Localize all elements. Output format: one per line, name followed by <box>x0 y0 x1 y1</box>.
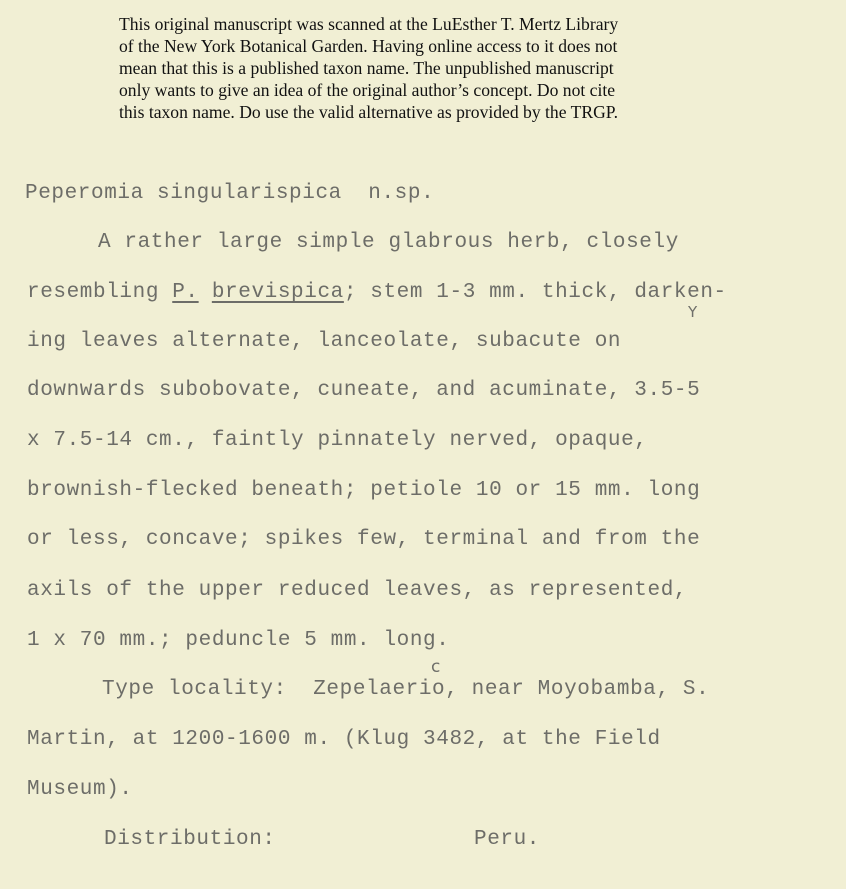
taxon-title <box>25 181 434 207</box>
compared-species-genus: P. <box>172 281 199 304</box>
notice-line: of the New York Botanical Garden. Having online access to it does not <box>119 36 618 56</box>
description-line: ing leaves alternate, lanceolate, subacute on <box>27 330 622 353</box>
taxon-status: n.sp. <box>368 182 435 205</box>
description-line: axils of the upper reduced leaves, as represented, <box>27 579 688 602</box>
notice-line: This original manuscript was scanned at the LuEsther T. Mertz Library <box>119 14 619 34</box>
description-line: or less, concave; spikes few, terminal and from the <box>27 528 701 551</box>
description-line: downwards subobovate, cuneate, and acuminate, 3.5-5 <box>27 379 701 402</box>
notice-line: this taxon name. Do use the valid alternative as provided by the TRGP. <box>119 102 619 122</box>
compared-species-epithet: brevispica <box>211 281 344 304</box>
distribution-value: Peru. <box>474 828 541 851</box>
taxon-name: Peperomia singularispica <box>25 182 342 205</box>
description-line: brownish-flecked beneath; petiole 10 or 15 mm. long <box>27 479 701 502</box>
notice-line: only wants to give an idea of the original author’s concept. Do not cite <box>119 80 616 100</box>
insertion-mark: Y <box>688 303 698 321</box>
description-line: resembling P. brevispica; stem 1-3 mm. thick, darken- <box>27 281 727 304</box>
distribution-label: Distribution: <box>104 828 276 851</box>
type-locality-line: Type locality: Zepelaerio, near Moyobamba, S. <box>102 678 710 701</box>
description-line: 1 x 70 mm.; peduncle 5 mm. long. <box>27 629 450 652</box>
type-locality-line: Museum). <box>27 778 133 801</box>
description-line: A rather large simple glabrous herb, closely <box>98 231 679 254</box>
correction-mark: c <box>431 657 441 677</box>
notice-line: mean that this is a published taxon name. The unpublished manuscript <box>119 58 614 78</box>
copyright-notice <box>119 13 759 123</box>
type-locality-line: Martin, at 1200-1600 m. (Klug 3482, at the Field <box>27 728 661 751</box>
description-line: x 7.5-14 cm., faintly pinnately nerved, opaque, <box>27 429 648 452</box>
